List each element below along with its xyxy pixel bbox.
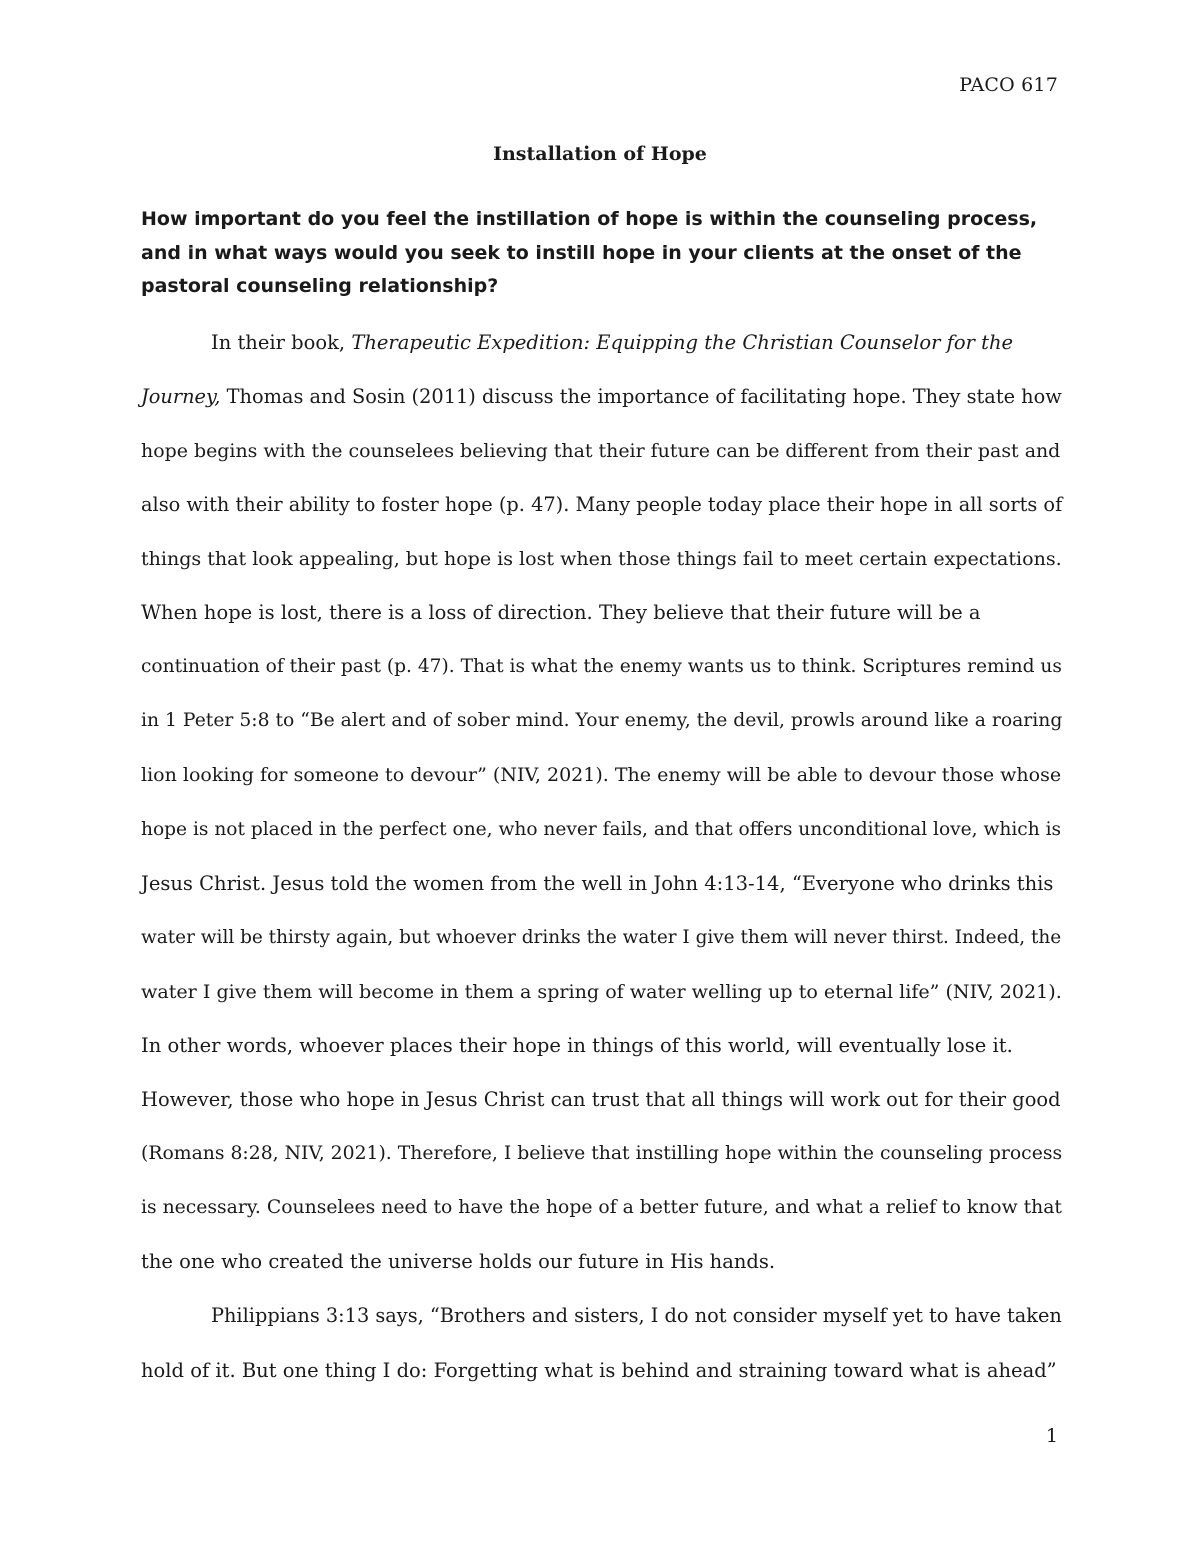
line-text: Thomas and Sosin (2011) discuss the importance of facilitating hope. They state how bbox=[220, 385, 1062, 408]
body-line: hold of it. But one thing I do: Forgetting what is behind and straining toward what is ahead” bbox=[141, 1359, 1057, 1382]
document-title: Installation of Hope bbox=[493, 143, 707, 165]
body-line: is necessary. Counselees need to have the hope of a better future, and what a relief to know that bbox=[141, 1197, 1062, 1218]
body-line: lion looking for someone to devour” (NIV, 2021). The enemy will be able to devour those whose bbox=[141, 764, 1062, 786]
line-text: In their book, bbox=[211, 331, 352, 354]
body-line: hope begins with the counselees believing that their future can be different from their past and bbox=[141, 440, 1061, 462]
body-line: also with their ability to foster hope (p. 47). Many people today place their hope in all sorts of bbox=[141, 493, 1063, 516]
page-number: 1 bbox=[1045, 1425, 1058, 1447]
body-line: the one who created the universe holds our future in His hands. bbox=[141, 1250, 776, 1273]
body-line: in 1 Peter 5:8 to “Be alert and of sober mind. Your enemy, the devil, prowls around like a roaring bbox=[141, 710, 1063, 731]
running-head: PACO 617 bbox=[959, 74, 1058, 96]
body-line: water will be thirsty again, but whoever drinks the water I give them will never thirst. Indeed, the bbox=[141, 927, 1062, 948]
body-line bbox=[211, 330, 1013, 356]
body-line: things that look appealing, but hope is lost when those things fail to meet certain expectations. bbox=[141, 548, 1062, 570]
body-line: hope is not placed in the perfect one, who never fails, and that offers unconditional love, which is bbox=[141, 819, 1062, 840]
discussion-question: How important do you feel the instillation of hope is within the counseling process, and in what ways would you seek to instill hope in your clients at the onset of the pastoral counseling relationship? bbox=[141, 208, 1038, 297]
body-line: Jesus Christ. Jesus told the women from the well in John 4:13-14, “Everyone who drinks this bbox=[141, 872, 1054, 895]
body-line: In other words, whoever places their hope in things of this world, will eventually lose it. bbox=[141, 1034, 1013, 1057]
body-line: continuation of their past (p. 47). That is what the enemy wants us to think. Scriptures remind us bbox=[141, 656, 1062, 677]
book-title-italic: Therapeutic Expedition: Equipping the Christian Counselor for the bbox=[351, 331, 1014, 354]
body-line: (Romans 8:28, NIV, 2021). Therefore, I believe that instilling hope within the counseling process bbox=[141, 1143, 1063, 1164]
body-line: water I give them will become in them a spring of water welling up to eternal life” (NIV, 2021). bbox=[141, 980, 1062, 1003]
body-line: However, those who hope in Jesus Christ can trust that all things will work out for their good bbox=[141, 1088, 1061, 1111]
body-line: When hope is lost, there is a loss of direction. They believe that their future will be a bbox=[141, 601, 981, 624]
book-title-italic: Journey, bbox=[141, 385, 221, 408]
body-line: Philippians 3:13 says, “Brothers and sisters, I do not consider myself yet to have taken bbox=[211, 1304, 1062, 1327]
body-line bbox=[141, 384, 1062, 410]
